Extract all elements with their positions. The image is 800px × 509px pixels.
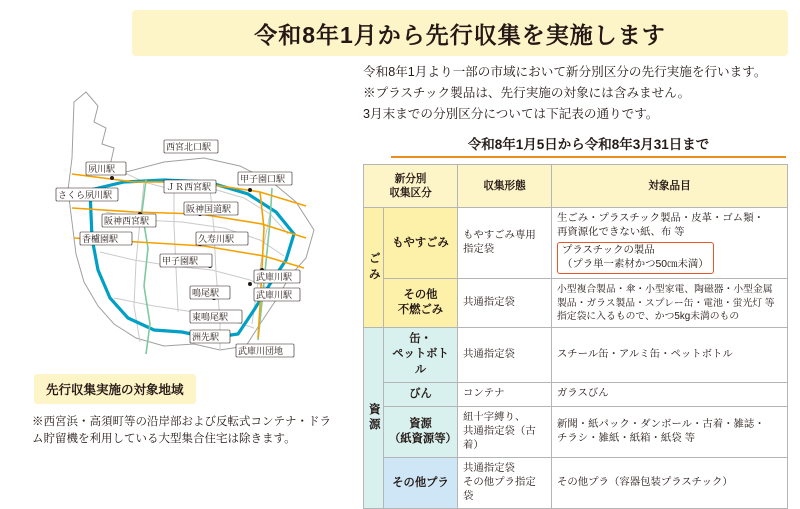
category-kan-petbottle — [384, 328, 458, 383]
category-bin: びん — [384, 382, 458, 406]
category-line-2: （紙資源等） — [389, 433, 457, 446]
item-line: 小型複合製品・傘・小型家電、陶磁器・小型金属 — [557, 284, 773, 296]
form-bin: コンテナ — [458, 382, 552, 406]
highlighted-plastic-note — [557, 242, 714, 274]
header-category — [364, 165, 458, 208]
side-label-shigen: 資源 — [364, 328, 384, 509]
table-row — [364, 382, 788, 406]
category-sonota-funen — [384, 279, 458, 328]
station-label: 甲子園駅 — [162, 256, 199, 266]
table-header-row — [364, 165, 788, 208]
category-shigen-kami — [384, 407, 458, 458]
station-label: 香櫨園駅 — [82, 234, 119, 244]
station-label: 夙川駅 — [88, 164, 116, 174]
form-line-1: 共通指定袋 — [463, 463, 515, 475]
category-line-1: 缶・ — [409, 333, 432, 346]
form-line-2: その他プラ指定袋 — [463, 477, 536, 503]
waste-category-table — [363, 164, 788, 509]
items-shigen-kami — [552, 407, 788, 458]
table-row — [364, 407, 788, 458]
header-item: 対象品目 — [552, 165, 788, 208]
category-line-1: その他 — [403, 289, 438, 302]
nishinomiya-area-map — [14, 62, 344, 362]
station-label: 阪神国道駅 — [186, 204, 232, 214]
form-kan-petbottle: 共通指定袋 — [458, 328, 552, 383]
form-sonota-funen: 共通指定袋 — [458, 279, 552, 328]
item-line: 指定袋に入るもので、かつ5kg未満のもの — [557, 310, 740, 322]
items-moyasugomi — [552, 208, 788, 279]
header-category-line2: 収集区分 — [389, 187, 432, 200]
form-sonota-plastic — [458, 458, 552, 509]
item-line: 製品・ガラス製品・スプレー缶・電池・蛍光灯 等 — [557, 297, 775, 309]
station-label: 甲子園口駅 — [240, 174, 286, 184]
map-svg — [14, 62, 344, 362]
header-category-line1: 新分別 — [394, 173, 427, 185]
info-panel — [363, 62, 788, 509]
category-moyasugomi: もやすごみ — [384, 208, 458, 279]
station-label: 久寿川駅 — [198, 234, 235, 244]
station-label: 西宮北口駅 — [166, 142, 212, 152]
station-label: 阪神西宮駅 — [104, 216, 150, 226]
category-sonota-plastic: その他プラ — [384, 458, 458, 509]
form-line-2: 指定袋 — [463, 244, 495, 256]
items-kan-petbottle: スチール缶・アルミ缶・ペットボトル — [552, 328, 788, 383]
header-form: 収集形態 — [458, 165, 552, 208]
station-label: ＪＲ西宮駅 — [166, 182, 212, 192]
map-legend: 先行収集実施の対象地域 — [34, 374, 196, 404]
map-panel — [14, 62, 344, 446]
station-label: 鳴尾駅 — [192, 288, 220, 298]
items-sonota-plastic: その他プラ（容器包装プラスチック） — [552, 458, 788, 509]
form-line-1: 紐十字縛り、 — [463, 412, 526, 424]
station-label: さくら夙川駅 — [58, 190, 113, 200]
category-line-2: ペットボトル — [392, 348, 449, 376]
intro-line-2: ※プラスチック製品は、先行実施の対象には含みません。 — [363, 85, 691, 100]
form-line-1: もやすごみ専用 — [463, 230, 536, 242]
form-moyasugomi — [458, 208, 552, 279]
map-note: ※西宮浜・高須町等の沿岸部および反転式コンテナ・ドラム貯留機を利用している大型集合住宅は除きます。 — [32, 416, 331, 446]
intro-line-1: 令和8年1月より一部の市域において新分別区分の先行実施を行います。 — [363, 65, 767, 79]
category-line-1: 資源 — [409, 417, 432, 430]
period-heading: 令和8年1月5日から令和8年3月31日まで — [391, 133, 786, 158]
station-label: 東鳴尾駅 — [192, 312, 229, 322]
item-line: 再資源化できない紙、布 等 — [557, 227, 685, 239]
station-label: 武庫川駅 — [256, 290, 293, 300]
item-line: 新聞・紙パック・ダンボール・古着・雑誌・ — [557, 419, 765, 431]
item-line: チラシ・雑紙・紙箱・紙袋 等 — [557, 433, 695, 445]
form-shigen-kami — [458, 407, 552, 458]
table-row — [364, 328, 788, 383]
side-label-gomi: ごみ — [364, 208, 384, 328]
station-label: 武庫川団地 — [238, 346, 284, 356]
items-bin: ガラスびん — [552, 382, 788, 406]
table-row — [364, 208, 788, 279]
form-line-2: 共通指定袋（古着） — [463, 426, 536, 452]
page-title-banner — [132, 10, 788, 56]
table-row — [364, 458, 788, 509]
category-line-2: 不燃ごみ — [397, 304, 444, 317]
station-label: 洲先駅 — [192, 332, 220, 342]
highlight-line-1: プラスチックの製品 — [562, 245, 655, 257]
table-row — [364, 279, 788, 328]
intro-line-3: 3月末までの分別区分については下記表の通りです。 — [363, 106, 659, 121]
page-title: 令和8年1月から先行収集を実施します — [254, 21, 666, 48]
station-label: 武庫川駅 — [256, 272, 293, 282]
intro-text — [363, 62, 788, 124]
items-sonota-funen — [552, 279, 788, 328]
item-line: 生ごみ・プラスチック製品・皮革・ゴム類・ — [557, 213, 764, 225]
highlight-line-2: （プラ単一素材かつ50㎝未満） — [562, 259, 709, 271]
